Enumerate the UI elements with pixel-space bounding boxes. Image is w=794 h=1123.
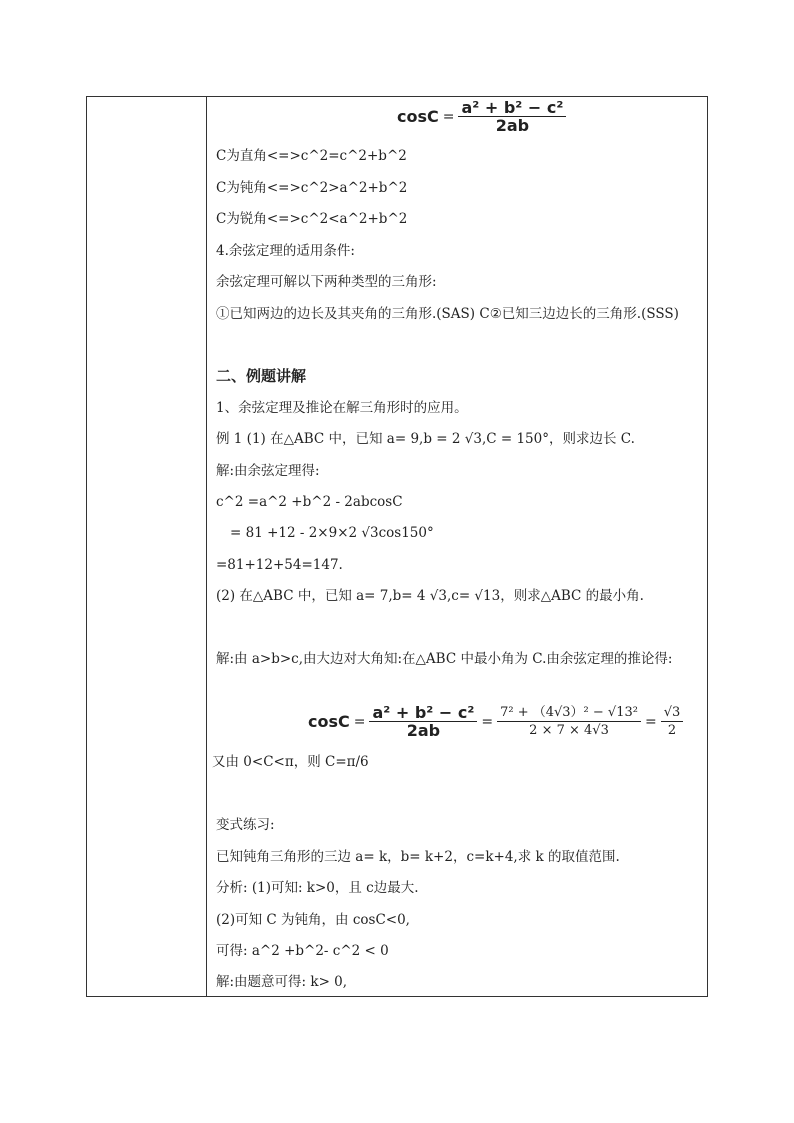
cosine-formula: [397, 99, 566, 134]
text-line: 1、余弦定理及推论在解三角形时的应用。: [216, 400, 468, 416]
formula-eq: =: [353, 713, 366, 730]
formula-lhs: cosC: [308, 712, 350, 731]
text-line: =81+12+54=147.: [216, 557, 343, 573]
formula-numerator: 7² + （4√3）² − √13²: [497, 704, 641, 722]
formula-fraction: [497, 704, 641, 739]
formula-denominator: 2ab: [495, 116, 530, 135]
text-line: 分析: (1)可知: k>0，且 c边最大.: [216, 880, 419, 896]
text-line: (2) 在△ABC 中，已知 a= 7,b= 4 √3,c= √13，则求△ABC 的最小角.: [216, 588, 644, 604]
formula-numerator: a² + b² − c²: [458, 99, 566, 117]
text-line: C为锐角<=>c^2<a^2+b^2: [216, 211, 408, 227]
text-line: 又由 0<C<π，则 C=π/6: [212, 754, 369, 770]
formula-eq: =: [481, 713, 494, 730]
formula-lhs: cosC: [397, 107, 439, 126]
text-line: C为钝角<=>c^2>a^2+b^2: [216, 180, 408, 196]
formula-fraction: [369, 704, 477, 739]
column-divider: [206, 97, 207, 996]
formula-numerator: a² + b² − c²: [369, 704, 477, 722]
formula-fraction: [661, 704, 684, 739]
text-line: 已知钝角三角形的三边 a= k，b= k+2，c=k+4,求 k 的取值范围.: [216, 849, 620, 865]
formula-numerator: √3: [661, 704, 684, 722]
text-line: 可得: a^2 +b^2- c^2 < 0: [216, 943, 389, 959]
formula-eq: =: [442, 108, 455, 125]
text-line: 解:由题意可得: k> 0,: [216, 974, 348, 990]
text-line: 余弦定理可解以下两种类型的三角形:: [216, 274, 437, 290]
formula-denominator: 2: [667, 723, 677, 738]
formula-eq: =: [644, 713, 657, 730]
section-heading: 二、例题讲解: [216, 367, 307, 385]
formula-denominator: 2 × 7 × 4√3: [529, 723, 609, 738]
text-line: (2)可知 C 为钝角，由 cosC<0,: [216, 912, 410, 928]
text-line: 例 1 (1) 在△ABC 中，已知 a= 9,b = 2 √3,C = 150°，则求边长 C.: [216, 431, 635, 447]
text-line: 4.余弦定理的适用条件:: [216, 243, 355, 259]
text-line: = 81 +12 - 2×9×2 √3cos150°: [230, 525, 434, 541]
text-line: 解:由 a>b>c,由大边对大角知:在△ABC 中最小角为 C.由余弦定理的推论得:: [216, 651, 673, 667]
text-line: C为直角<=>c^2=c^2+b^2: [216, 148, 407, 164]
text-line: c^2 =a^2 +b^2 - 2abcosC: [216, 494, 403, 510]
cosine-derivation: [308, 704, 683, 739]
text-line: 变式练习:: [216, 817, 275, 833]
content-table: [86, 96, 708, 997]
formula-denominator: 2ab: [406, 721, 441, 740]
text-line: ①已知两边的边长及其夹角的三角形.(SAS) C②已知三边边长的三角形.(SSS): [216, 306, 679, 322]
text-line: 解:由余弦定理得:: [216, 463, 320, 479]
formula-fraction: [458, 99, 566, 134]
